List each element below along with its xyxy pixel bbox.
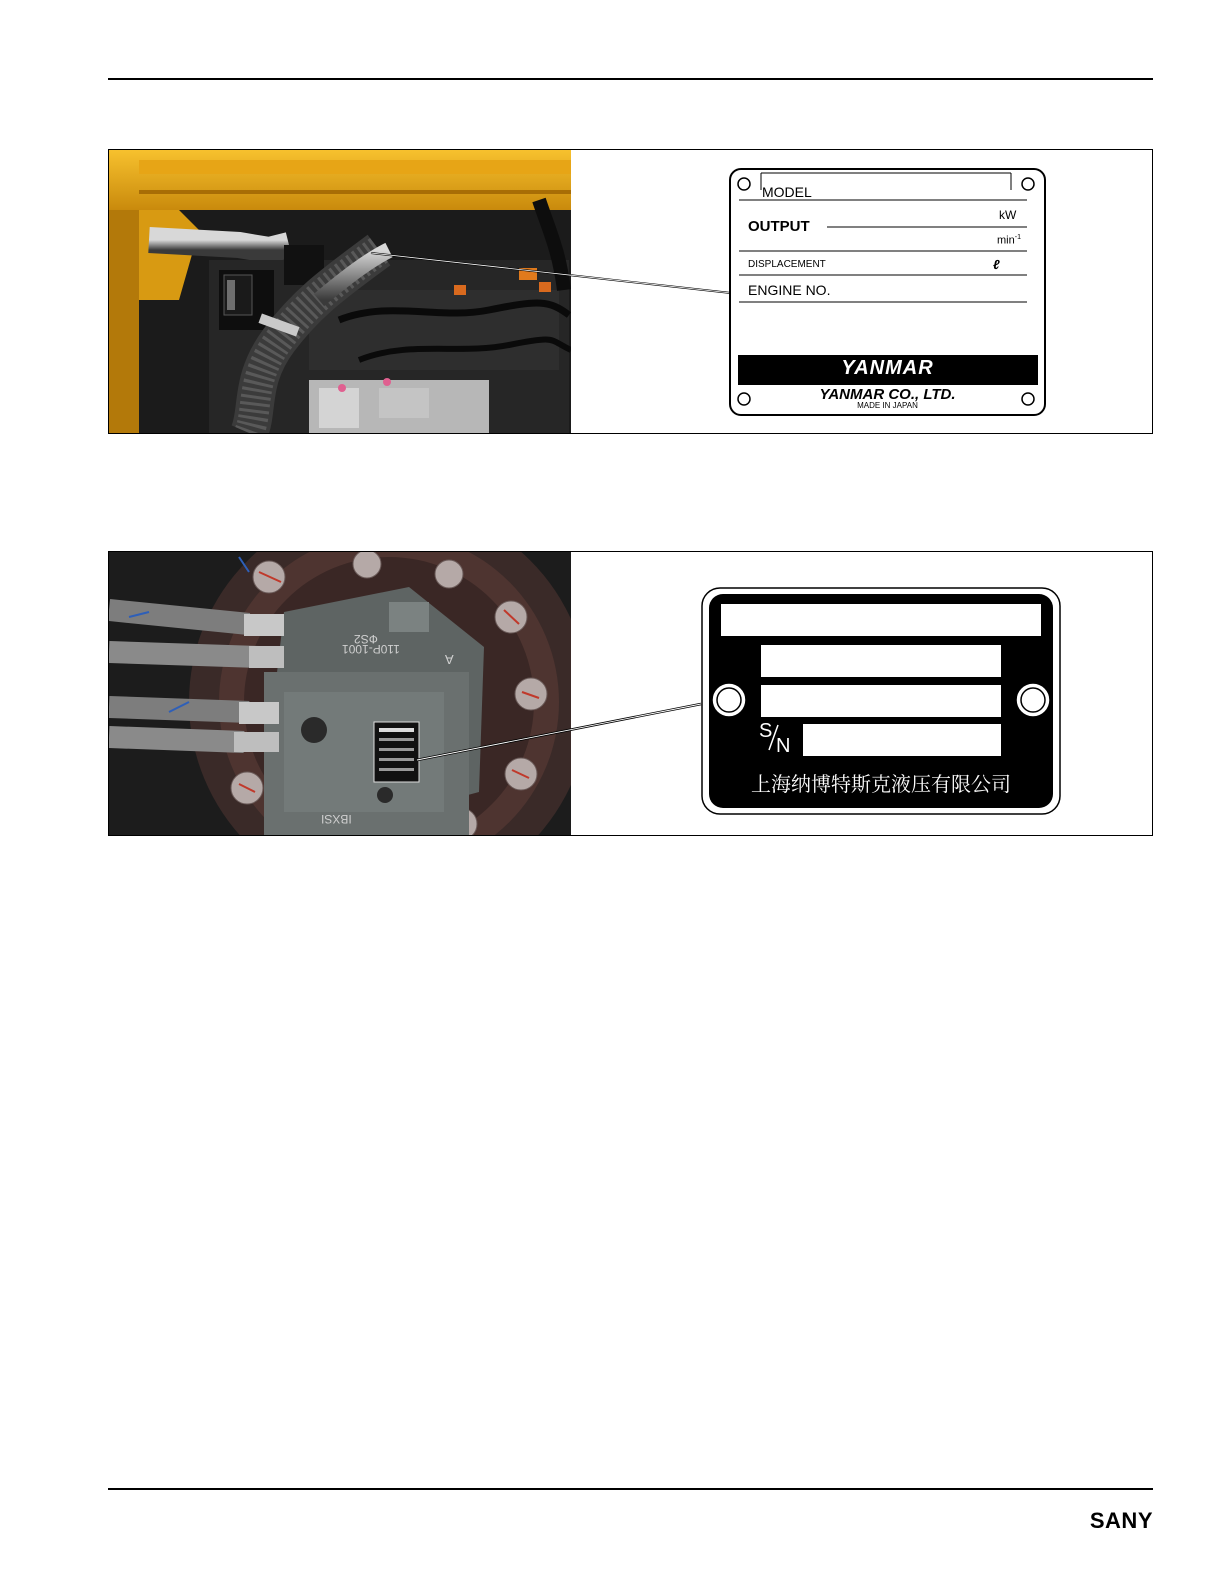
travel-motor-nameplate-figure	[108, 551, 1153, 836]
yanmar-company: YANMAR CO., LTD.	[819, 386, 956, 403]
model-label: MODEL	[762, 184, 812, 200]
housing-code-2: ФS2	[354, 632, 378, 646]
kw-unit: kW	[999, 208, 1017, 222]
displacement-label: DISPLACEMENT	[748, 259, 826, 270]
rpm-unit: $\min^{-1}$	[997, 234, 1021, 247]
housing-bottom-code: IBXSI	[321, 812, 352, 826]
manufacturer-name: 上海纳博特斯克液压有限公司	[751, 772, 1011, 796]
travel-motor-photo	[109, 552, 571, 835]
yanmar-brand-banner: YANMAR	[841, 357, 934, 379]
housing-letter: A	[445, 652, 454, 667]
engine-nameplate-figure	[108, 149, 1153, 434]
sn-label-s: S	[759, 720, 773, 742]
sn-label-n: N	[776, 735, 791, 757]
housing-code: 110Р-1001	[342, 642, 400, 656]
made-in-japan: MADE IN JAPAN	[857, 401, 918, 410]
header-rule	[108, 78, 1153, 80]
footer-rule	[108, 1488, 1153, 1490]
motor-nameplate	[701, 587, 1061, 815]
footer-brand: SANY	[1089, 1508, 1153, 1533]
engine-no-label: ENGINE NO.	[748, 282, 831, 298]
output-label: OUTPUT	[748, 218, 810, 235]
yanmar-nameplate	[729, 168, 1046, 416]
engine-bay-photo	[109, 150, 571, 433]
liter-symbol: ℓ	[993, 257, 1000, 272]
